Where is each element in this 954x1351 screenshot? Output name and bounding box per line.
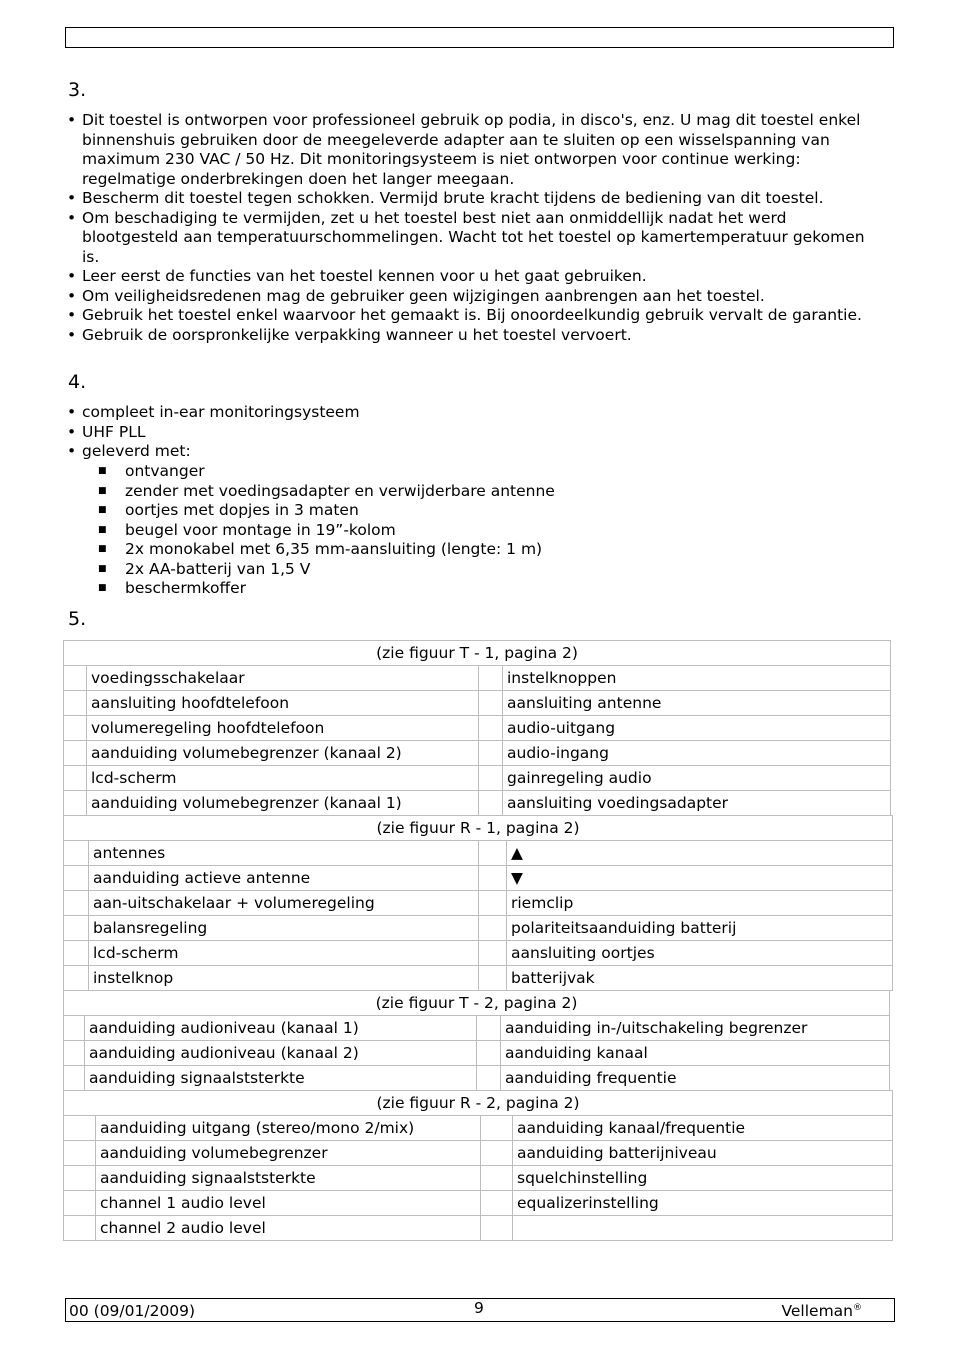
list-item xyxy=(66,209,876,268)
part-cell: aanduiding signaalststerkte xyxy=(96,1166,481,1191)
part-cell: aansluiting voedingsadapter xyxy=(503,791,891,816)
list-item-text: Om veiligheidsredenen mag de gebruiker geen wijzigingen aanbrengen aan het toestel. xyxy=(82,286,765,305)
list-item-text: ontvanger xyxy=(125,462,205,480)
list-item xyxy=(66,423,876,443)
number-cell xyxy=(479,916,507,941)
number-cell xyxy=(479,791,503,816)
safety-instructions-list xyxy=(66,111,876,345)
number-cell xyxy=(64,1016,85,1041)
number-cell xyxy=(481,1191,513,1216)
part-cell: instelknop xyxy=(89,966,479,991)
table-row xyxy=(64,766,891,791)
parts-section-r2 xyxy=(63,1090,893,1241)
table-row xyxy=(64,1066,890,1091)
number-cell xyxy=(64,666,87,691)
list-item-text: 2x monokabel met 6,35 mm-aansluiting (lengte: 1 m) xyxy=(125,540,543,558)
part-cell: balansregeling xyxy=(89,916,479,941)
parts-section-t2 xyxy=(63,990,890,1091)
part-cell: volumeregeling hoofdtelefoon xyxy=(87,716,479,741)
section-caption: (zie figuur R - 2, pagina 2) xyxy=(64,1091,893,1116)
number-cell xyxy=(64,1066,85,1091)
part-cell: aanduiding actieve antenne xyxy=(89,866,479,891)
part-cell: aanduiding kanaal xyxy=(501,1041,890,1066)
part-cell: instelknoppen xyxy=(503,666,891,691)
list-item xyxy=(66,287,876,307)
bullet-dot-icon: • xyxy=(67,422,77,441)
number-cell xyxy=(64,716,87,741)
part-cell: audio-ingang xyxy=(503,741,891,766)
part-cell: gainregeling audio xyxy=(503,766,891,791)
number-cell xyxy=(479,666,503,691)
number-cell xyxy=(64,916,89,941)
list-item xyxy=(66,560,876,580)
parts-section-r1 xyxy=(63,815,893,991)
part-cell xyxy=(513,1216,893,1241)
square-bullet-icon: ■ xyxy=(98,563,107,574)
part-cell: aanduiding batterijniveau xyxy=(513,1141,893,1166)
part-cell: aanduiding audioniveau (kanaal 2) xyxy=(85,1041,477,1066)
list-item xyxy=(66,267,876,287)
part-cell: channel 2 audio level xyxy=(96,1216,481,1241)
number-cell xyxy=(64,1141,96,1166)
number-cell xyxy=(481,1166,513,1191)
square-bullet-icon: ■ xyxy=(98,485,107,496)
number-cell xyxy=(64,841,89,866)
square-bullet-icon: ■ xyxy=(98,466,107,476)
number-cell xyxy=(477,1041,501,1066)
list-item-text: geleverd met: xyxy=(82,442,191,460)
table-row xyxy=(64,941,893,966)
part-cell: aanduiding volumebegrenzer (kanaal 1) xyxy=(87,791,479,816)
part-cell: aanduiding volumebegrenzer xyxy=(96,1141,481,1166)
section-caption: (zie figuur T - 2, pagina 2) xyxy=(64,991,890,1016)
section-caption: (zie figuur T - 1, pagina 2) xyxy=(64,641,891,666)
table-row xyxy=(64,1016,890,1041)
number-cell xyxy=(64,966,89,991)
number-cell xyxy=(479,941,507,966)
number-cell xyxy=(64,691,87,716)
features-list xyxy=(66,403,876,462)
part-cell: aanduiding signaalststerkte xyxy=(85,1066,477,1091)
bullet-dot-icon: • xyxy=(67,403,77,421)
table-row xyxy=(64,1041,890,1066)
number-cell xyxy=(64,866,89,891)
down-arrow-icon: ▼ xyxy=(507,866,893,891)
page-number: 9 xyxy=(474,1299,484,1317)
part-cell: aanduiding in-/uitschakeling begrenzer xyxy=(501,1016,890,1041)
bullet-dot-icon: • xyxy=(67,325,77,344)
registered-mark: ® xyxy=(853,1302,862,1313)
number-cell xyxy=(479,741,503,766)
number-cell xyxy=(64,766,87,791)
table-row xyxy=(64,1216,893,1241)
number-cell xyxy=(64,1216,96,1241)
list-item-text: Gebruik de oorspronkelijke verpakking wanneer u het toestel vervoert. xyxy=(82,325,632,344)
list-item xyxy=(66,579,876,599)
list-item-text: UHF PLL xyxy=(82,422,146,441)
parts-section-t1 xyxy=(63,640,891,816)
table-row xyxy=(64,866,893,891)
part-cell: antennes xyxy=(89,841,479,866)
list-item xyxy=(66,482,876,502)
table-row xyxy=(64,691,891,716)
list-item xyxy=(66,540,876,560)
number-cell xyxy=(64,1116,96,1141)
bullet-dot-icon: • xyxy=(67,189,77,207)
square-bullet-icon: ■ xyxy=(98,505,107,515)
part-cell: aan-uitschakelaar + volumeregeling xyxy=(89,891,479,916)
square-bullet-icon: ■ xyxy=(98,524,107,535)
number-cell xyxy=(481,1116,513,1141)
section-4-heading: 4. xyxy=(68,371,87,393)
table-row xyxy=(64,791,891,816)
list-item xyxy=(66,403,876,423)
table-row xyxy=(64,1166,893,1191)
number-cell xyxy=(64,941,89,966)
list-item-text: 2x AA-batterij van 1,5 V xyxy=(125,559,311,578)
part-cell: audio-uitgang xyxy=(503,716,891,741)
bullet-dot-icon: • xyxy=(67,442,77,460)
list-item xyxy=(66,462,876,482)
bullet-dot-icon: • xyxy=(67,267,77,285)
list-item-text: compleet in-ear monitoringsysteem xyxy=(82,403,360,421)
list-item xyxy=(66,501,876,521)
table-row xyxy=(64,1141,893,1166)
part-cell: riemclip xyxy=(507,891,893,916)
revision-date: 00 (09/01/2009) xyxy=(69,1302,196,1320)
page-header-frame xyxy=(65,27,894,48)
table-row xyxy=(64,666,891,691)
list-item-text: beschermkoffer xyxy=(125,579,247,597)
number-cell xyxy=(479,866,507,891)
part-cell: equalizerinstelling xyxy=(513,1191,893,1216)
bullet-dot-icon: • xyxy=(67,306,77,324)
number-cell xyxy=(64,1041,85,1066)
table-row xyxy=(64,716,891,741)
up-arrow-icon: ▲ xyxy=(507,841,893,866)
section-3-heading: 3. xyxy=(68,79,87,101)
table-row xyxy=(64,741,891,766)
number-cell xyxy=(481,1216,513,1241)
number-cell xyxy=(64,791,87,816)
part-cell: aanduiding kanaal/frequentie xyxy=(513,1116,893,1141)
section-5-heading: 5. xyxy=(68,608,87,630)
table-row xyxy=(64,966,893,991)
part-cell: aanduiding frequentie xyxy=(501,1066,890,1091)
table-row xyxy=(64,1191,893,1216)
list-item xyxy=(66,442,876,462)
part-cell: aansluiting oortjes xyxy=(507,941,893,966)
number-cell xyxy=(479,716,503,741)
list-item xyxy=(66,189,876,209)
list-item-text: zender met voedingsadapter en verwijderbare antenne xyxy=(125,481,555,500)
section-caption: (zie figuur R - 1, pagina 2) xyxy=(64,816,893,841)
part-cell: polariteitsaanduiding batterij xyxy=(507,916,893,941)
number-cell xyxy=(479,891,507,916)
list-item xyxy=(66,111,876,189)
number-cell xyxy=(479,691,503,716)
number-cell xyxy=(477,1066,501,1091)
number-cell xyxy=(481,1141,513,1166)
number-cell xyxy=(64,1191,96,1216)
bullet-dot-icon: • xyxy=(67,111,77,129)
part-cell: voedingsschakelaar xyxy=(87,666,479,691)
page-footer xyxy=(65,1298,895,1322)
list-item-text: beugel voor montage in 19”-kolom xyxy=(125,520,396,539)
number-cell xyxy=(477,1016,501,1041)
table-row xyxy=(64,841,893,866)
number-cell xyxy=(64,891,89,916)
number-cell xyxy=(479,841,507,866)
part-cell: aansluiting hoofdtelefoon xyxy=(87,691,479,716)
list-item xyxy=(66,521,876,541)
part-cell: aanduiding volumebegrenzer (kanaal 2) xyxy=(87,741,479,766)
brand-name xyxy=(781,1302,862,1320)
list-item-text: Gebruik het toestel enkel waarvoor het gemaakt is. Bij onoordeelkundig gebruik vervalt de garantie. xyxy=(82,306,862,324)
bullet-dot-icon: • xyxy=(67,286,77,305)
list-item xyxy=(66,326,876,346)
list-item-text: Om beschadiging te vermijden, zet u het toestel best niet aan onmiddellijk nadat het werd blootgesteld aan temperatuurschommelingen. Wacht tot het toestel op kamertemperatuur gekomen is. xyxy=(82,208,865,266)
part-cell: squelchinstelling xyxy=(513,1166,893,1191)
list-item-text: Dit toestel is ontworpen voor professioneel gebruik op podia, in disco's, enz. U mag dit toestel enkel binnenshuis gebruiken door de meegeleverde adapter aan te sluiten op een wisselspanning van maximum 230 VAC / 50 Hz. Dit monitoringsysteem is niet ontworpen voor continue werking: regelmatige onderbrekingen doen het langer meegaan. xyxy=(82,111,861,188)
square-bullet-icon: ■ xyxy=(98,583,107,593)
square-bullet-icon: ■ xyxy=(98,544,107,554)
table-row xyxy=(64,891,893,916)
number-cell xyxy=(479,966,507,991)
part-cell: batterijvak xyxy=(507,966,893,991)
number-cell xyxy=(64,741,87,766)
number-cell xyxy=(479,766,503,791)
list-item-text: Bescherm dit toestel tegen schokken. Vermijd brute kracht tijdens de bediening van dit toestel. xyxy=(82,189,824,207)
part-cell: lcd-scherm xyxy=(89,941,479,966)
list-item-text: oortjes met dopjes in 3 maten xyxy=(125,501,359,519)
list-item xyxy=(66,306,876,326)
delivered-items-list xyxy=(66,462,876,599)
number-cell xyxy=(64,1166,96,1191)
brand-text: Velleman xyxy=(781,1302,853,1320)
part-cell: aanduiding uitgang (stereo/mono 2/mix) xyxy=(96,1116,481,1141)
part-cell: lcd-scherm xyxy=(87,766,479,791)
part-cell: aansluiting antenne xyxy=(503,691,891,716)
table-row xyxy=(64,1116,893,1141)
list-item-text: Leer eerst de functies van het toestel kennen voor u het gaat gebruiken. xyxy=(82,267,647,285)
bullet-dot-icon: • xyxy=(67,208,77,227)
parts-table xyxy=(63,640,892,1241)
part-cell: channel 1 audio level xyxy=(96,1191,481,1216)
part-cell: aanduiding audioniveau (kanaal 1) xyxy=(85,1016,477,1041)
table-row xyxy=(64,916,893,941)
